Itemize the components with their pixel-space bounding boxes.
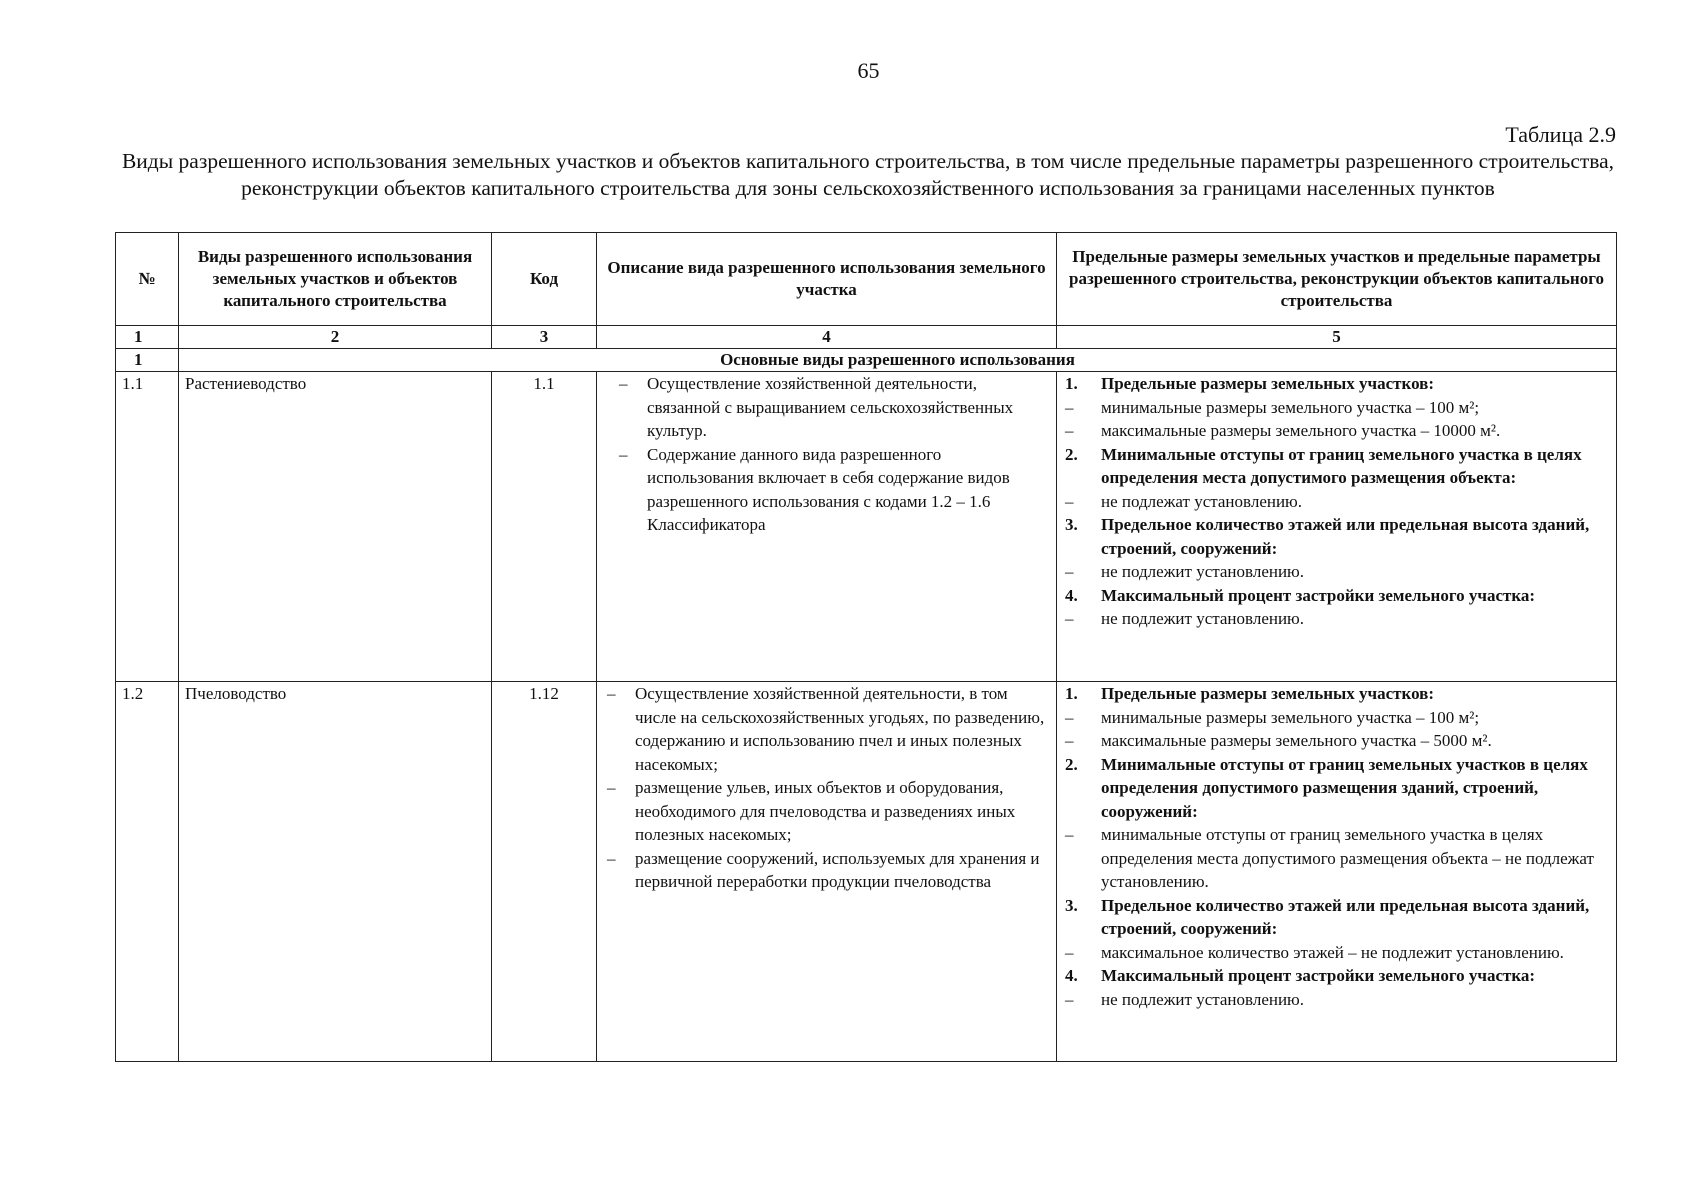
param-heading: Максимальный процент застройки земельного участка: — [1101, 966, 1536, 985]
header-description: Описание вида разрешенного использования земельного участка — [597, 233, 1057, 326]
param-number: 1. — [1065, 374, 1078, 393]
param-heading: Минимальные отступы от границ земельных участков в целях определения допустимого размещения зданий, строений, сооружений: — [1101, 754, 1588, 821]
param-heading: Предельное количество этажей или предельная высота зданий, строений, сооружений: — [1101, 515, 1590, 558]
dash-mark: – — [1065, 397, 1074, 417]
param-number: 3. — [1065, 515, 1078, 534]
param-value: не подлежит установлению. — [1101, 609, 1305, 628]
description-item: – размещение сооружений, используемых для хранения и первичной переработки продукции пчеловодства — [603, 847, 1050, 894]
param-number: 4. — [1065, 966, 1078, 985]
column-number: 2 — [179, 326, 492, 349]
param-number: 1. — [1065, 684, 1078, 703]
description-item: – Содержание данного вида разрешенного использования включает в себя содержание видов разрешенного использования с кодами 1.2 – 1.6 Классификатора — [603, 443, 1050, 537]
dash-mark: – — [1065, 942, 1074, 962]
param-heading: Предельное количество этажей или предельная высота зданий, строений, сооружений: — [1101, 895, 1590, 938]
section-title: Основные виды разрешенного использования — [179, 349, 1617, 372]
description-item: – размещение ульев, иных объектов и оборудования, необходимого для пчеловодства и разведениях иных полезных насекомых; — [603, 776, 1050, 847]
table-row — [116, 372, 1617, 682]
row-code: 1.1 — [492, 372, 597, 682]
param-value: минимальные размеры земельного участка – 100 м²; — [1101, 397, 1480, 417]
param-value: не подлежит установлению. — [1101, 562, 1305, 581]
land-use-table — [115, 232, 1617, 1062]
param-value: не подлежит установлению. — [1101, 989, 1305, 1009]
header-row — [116, 233, 1617, 326]
header-use-type: Виды разрешенного использования земельных участков и объектов капитального строительства — [179, 233, 492, 326]
param-number: 3. — [1065, 895, 1078, 915]
row-index: 1.2 — [116, 682, 179, 1062]
row-index: 1.1 — [116, 372, 179, 682]
row-use-name: Пчеловодство — [179, 682, 492, 1062]
table-title: Виды разрешенного использования земельных участков и объектов капитального строительства, в том числе предельные параметры разрешенного строительства, реконструкции объектов капитального строительства для зоны сельскохозяйственного использования за границами населенных пунктов — [121, 149, 1615, 200]
param-value: максимальные размеры земельного участка – 5000 м². — [1101, 731, 1492, 750]
param-number: 2. — [1065, 444, 1078, 464]
table-label: Таблица 2.9 — [1505, 122, 1616, 147]
table-row — [116, 682, 1617, 1062]
header-parameters: Предельные размеры земельных участков и предельные параметры разрешенного строительства, реконструкции объектов капитального строительства — [1057, 233, 1617, 326]
param-heading: Предельные размеры земельных участков: — [1101, 684, 1435, 703]
param-value: максимальное количество этажей – не подлежит установлению. — [1101, 942, 1564, 962]
column-number: 3 — [492, 326, 597, 349]
description-item: – Осуществление хозяйственной деятельности, связанной с выращиванием сельскохозяйственных культур. — [603, 372, 1050, 443]
page-number: 65 — [857, 58, 880, 83]
section-row — [116, 349, 1617, 372]
row-code: 1.12 — [492, 682, 597, 1062]
dash-mark: – — [1065, 989, 1074, 1009]
dash-mark: – — [1065, 825, 1074, 844]
row-parameters — [1057, 372, 1617, 682]
dash-mark: – — [1065, 491, 1074, 511]
dash-mark: – — [1065, 562, 1074, 581]
param-heading: Максимальный процент застройки земельного участка: — [1101, 585, 1536, 605]
dash-mark: – — [1065, 421, 1074, 440]
param-number: 2. — [1065, 754, 1078, 774]
description-item: – Осуществление хозяйственной деятельности, в том числе на сельскохозяйственных угодьях, по разведению, содержанию и использованию пчел и иных полезных насекомых; — [603, 682, 1050, 776]
param-heading: Минимальные отступы от границ земельного участка в целях определения места допустимого размещения объекта: — [1101, 444, 1582, 487]
row-description — [597, 372, 1057, 682]
row-use-name: Растениеводство — [179, 372, 492, 682]
column-number: 1 — [116, 326, 179, 349]
row-description — [597, 682, 1057, 1062]
param-value: минимальные отступы от границ земельного участка в целях определения места допустимого размещения объекта – не подлежат установлению. — [1101, 825, 1594, 891]
dash-mark: – — [1065, 707, 1074, 727]
section-number: 1 — [116, 349, 179, 372]
param-heading: Предельные размеры земельных участков: — [1101, 374, 1435, 393]
row-parameters — [1057, 682, 1617, 1062]
column-number: 5 — [1057, 326, 1617, 349]
dash-mark: – — [1065, 731, 1074, 750]
param-value: максимальные размеры земельного участка – 10000 м². — [1101, 421, 1501, 440]
param-value: не подлежат установлению. — [1101, 491, 1303, 511]
header-number: № — [116, 233, 179, 326]
dash-mark: – — [1065, 609, 1074, 628]
param-value: минимальные размеры земельного участка – 100 м²; — [1101, 707, 1480, 727]
column-number: 4 — [597, 326, 1057, 349]
column-number-row — [116, 326, 1617, 349]
header-code: Код — [492, 233, 597, 326]
param-number: 4. — [1065, 585, 1078, 605]
